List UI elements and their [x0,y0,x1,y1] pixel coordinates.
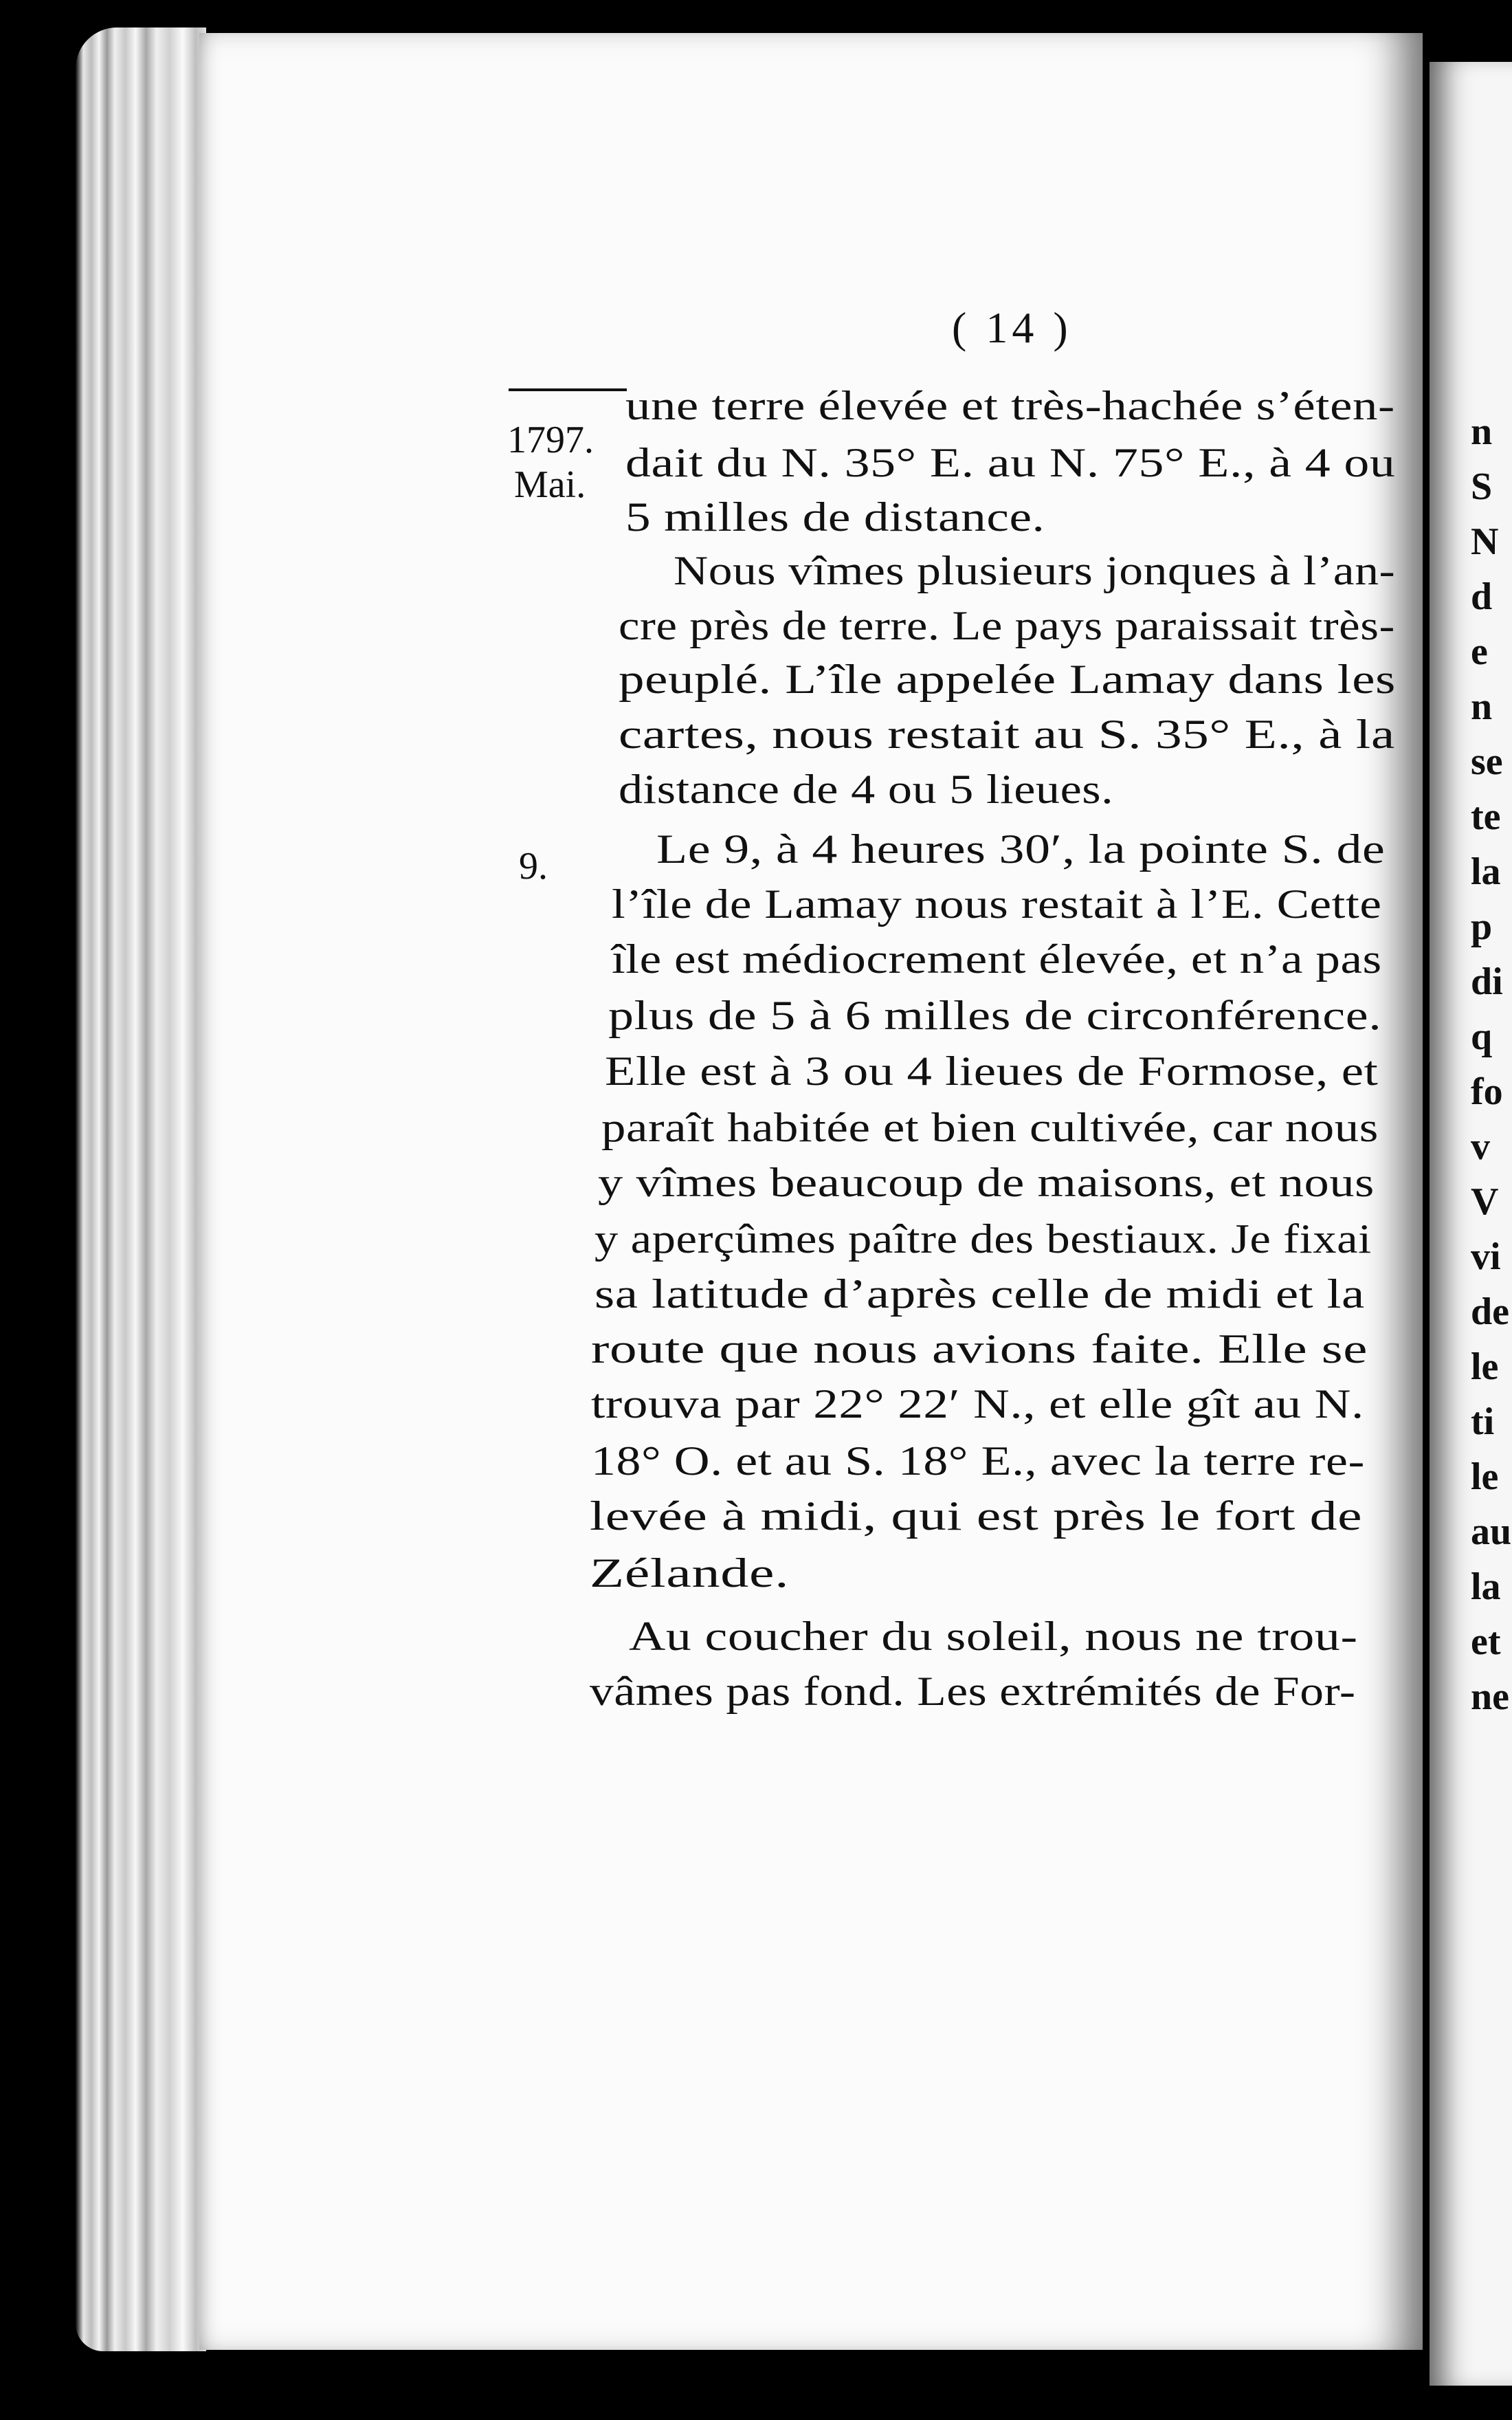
facing-page-fragment: se [1471,740,1503,783]
text-line: cre près de terre. Le pays paraissait très- [619,603,1395,648]
text-line: Nous vîmes plusieurs jonques à l’an- [674,548,1396,593]
facing-page-fragment: le [1471,1345,1499,1388]
facing-page-fragment: S [1471,465,1493,508]
facing-page-fragment: de [1471,1290,1509,1333]
facing-page-fragment: p [1471,905,1493,948]
facing-page-fragment: ti [1471,1400,1495,1443]
facing-page-fragment: au [1471,1510,1512,1553]
text-line: dait du N. 35° E. au N. 75° E., à 4 ou [625,440,1396,485]
facing-page-fragment: n [1471,685,1493,728]
text-line: route que nous avions faite. Elle se [591,1326,1368,1372]
text-line: Le 9, à 4 heures 30′, la pointe S. de [656,826,1386,872]
facing-page-fragment: q [1471,1015,1493,1058]
margin-day: 9. [519,845,548,888]
facing-page-fragment: la [1471,850,1501,893]
facing-page-fragment: d [1471,575,1493,618]
text-line: paraît habitée et bien cultivée, car nous [601,1105,1379,1150]
facing-page-fragment: fo [1471,1070,1503,1113]
text-line: une terre élevée et très-hachée s’éten- [625,383,1395,428]
facing-page-fragment: et [1471,1620,1501,1663]
text-line: levée à midi, qui est près le fort de [590,1493,1363,1539]
text-line: Au coucher du soleil, nous ne trou- [629,1614,1358,1659]
text-line: trouva par 22° 22′ N., et elle gît au N. [591,1381,1364,1427]
facing-page-fragment: n [1471,410,1493,453]
text-line: île est médiocrement élevée, et n’a pas [612,936,1382,982]
text-line: l’île de Lamay nous restait à l’E. Cette [612,881,1382,927]
text-line: sa latitude d’après celle de midi et la [594,1271,1365,1317]
facing-page-fragment: le [1471,1455,1499,1498]
margin-year: 1797. [507,419,594,461]
facing-page-fragment: la [1471,1565,1501,1608]
margin-month: Mai. [514,463,586,506]
text-line: 5 milles de distance. [625,494,1045,540]
text-line: y vîmes beaucoup de maisons, et nous [598,1160,1375,1205]
text-line: Zélande. [590,1550,790,1596]
facing-page-fragment: vi [1471,1235,1501,1278]
facing-page-fragment: V [1471,1180,1499,1223]
facing-page-fragment: e [1471,630,1488,673]
text-line: plus de 5 à 6 milles de circonférence. [608,993,1382,1038]
facing-page-fragment: di [1471,960,1503,1003]
page-edges [76,28,206,2351]
margin-rule [509,388,627,391]
facing-page-fragment: v [1471,1125,1490,1168]
text-line: Elle est à 3 ou 4 lieues de Formose, et [605,1048,1379,1094]
facing-page-fragment: ne [1471,1675,1509,1718]
text-line: vâmes pas fond. Les extrémités de For- [590,1669,1356,1714]
text-line: cartes, nous restait au S. 35° E., à la [619,712,1395,757]
facing-page-fragment: te [1471,795,1501,838]
page-number: ( 14 ) [952,303,1072,352]
text-line: distance de 4 ou 5 lieues. [619,767,1114,812]
text-line: peuplé. L’île appelée Lamay dans les [619,657,1396,702]
text-line: y aperçûmes paître des bestiaux. Je fixai [594,1216,1372,1262]
facing-page-fragment: N [1471,520,1499,563]
text-line: 18° O. et au S. 18° E., avec la terre re- [591,1438,1365,1484]
